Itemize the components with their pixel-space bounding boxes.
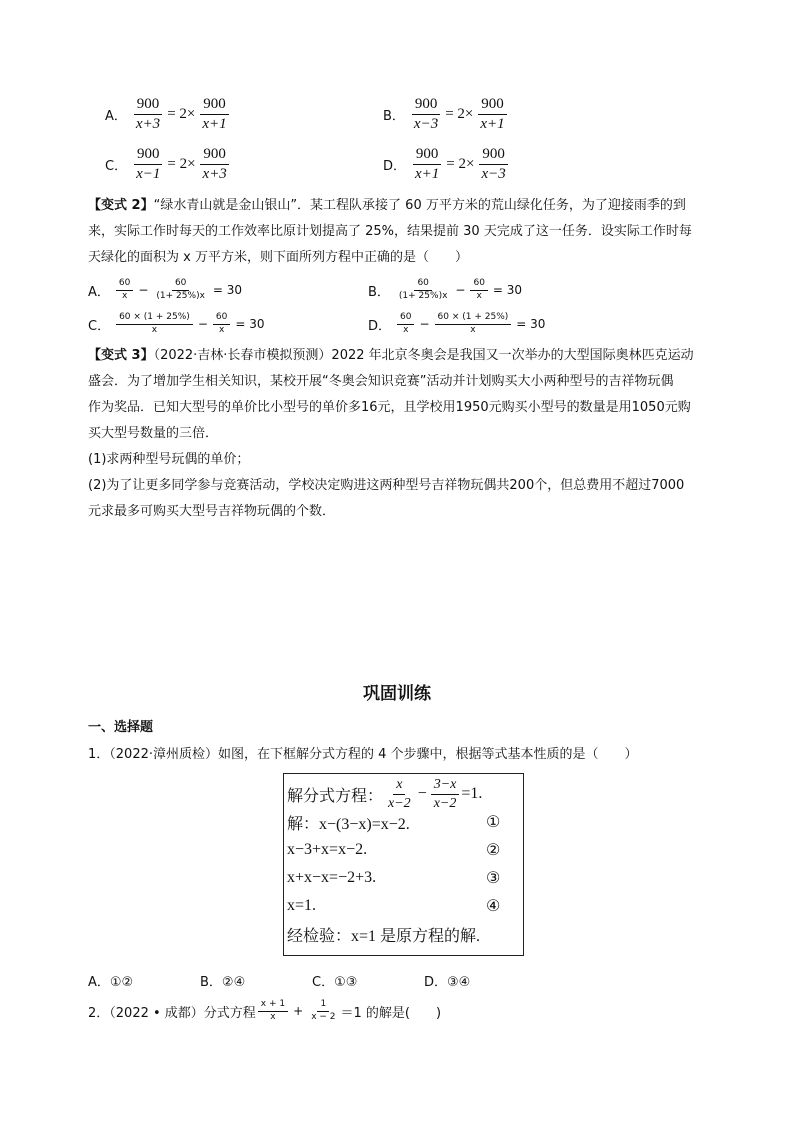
box-step-1: 解：x−(3−x)=x−2. ① [287,814,501,833]
variant-2-line-1: 【变式 2】“绿水青山就是金山银山”．某工程队承接了 60 万平方米的荒山绿化任务，为了迎接雨季的到 [88,198,686,213]
variant-2-option-a: A． $\frac{60}{x}$ − $\frac{60}{(1+ 25\%)x}$ = 30 [88,278,243,301]
box-step-3: x+x−x=−2+3. ③ [287,869,501,887]
box-line-equation: 解分式方程： $\frac{x}{x-2}$ − $\frac{3-x}{x-2}$ =1. [287,777,483,811]
box-step-4: x=1. ④ [287,897,501,915]
prev-option-b: B． $\frac{900}{x-3}$ = 2× $\frac{900}{x+1}$ [383,96,510,132]
prev-option-d: D． $\frac{900}{x+1}$ = 2× $\frac{900}{x-3}$ [383,146,511,182]
box-check: 经检验：x=1 是原方程的解. [287,927,481,945]
question-1-option-b: B．②④ [200,975,246,990]
step-number-4: ④ [486,898,501,915]
step-number-1: ① [486,814,501,831]
section-title: 巩固训练 [363,684,431,704]
variant-3-sub-2: (2)为了让更多同学参与竞赛活动，学校决定购进这两种型号吉祥物玩偶共200个，但总费用不超过7000 [88,478,685,493]
variant-2-line-2: 来，实际工作时每天的工作效率比原计划提高了 25%，结果提前 30 天完成了这一任务．设实际工作时每 [88,224,692,239]
variant-3-line-1: 【变式 3】（2022·吉林·长春市模拟预测）2022 年北京冬奥会是我国又一次举办的大型国际奥林匹克运动 [88,348,694,363]
prev-option-c: C． $\frac{900}{x-1}$ = 2× $\frac{900}{x+3}$ [105,146,232,182]
section-subtitle: 一、选择题 [88,720,154,735]
solution-steps-box [283,773,524,956]
variant-3-stem [88,343,728,525]
question-1-option-d: D．③④ [424,975,471,990]
question-1-option-a: A．①② [88,975,134,990]
step-number-3: ③ [486,870,501,887]
question-1-option-c: C．①③ [312,975,358,990]
variant-3-sub-1: (1)求两种型号玩偶的单价； [88,452,250,467]
variant-3-sub-2-cont: 元求最多可购买大型号吉祥物玩偶的个数． [88,504,336,519]
box-step-2: x−3+x=x−2. ② [287,841,501,859]
question-1-stem: 1．（2022·漳州质检）如图，在下框解分式方程的 4 个步骤中，根据等式基本性质的是（ ） [88,747,638,762]
variant-3-line-2: 盛会．为了增加学生相关知识，某校开展“冬奥会知识竞赛”活动并计划购买大小两种型号的吉祥物玩偶 [88,374,674,389]
variant-2-stem [88,193,728,271]
variant-2-option-c: C． $\frac{60 \times (1 + 25\%)}{x}$ − $\frac{60}{x}$ = 30 [88,312,265,335]
variant-3-line-4: 买大型号数量的三倍． [88,426,219,441]
step-number-2: ② [486,842,501,859]
variant-3-line-3: 作为奖品．已知大型号的单价比小型号的单价多16元，且学校用1950元购买小型号的数量是用1050元购 [88,400,691,415]
variant-2-option-b: B． $\frac{60}{(1+ 25\%)x}$ − $\frac{60}{x}$ = 30 [368,278,523,301]
question-2-stem: 2．（2022 • 成都）分式方程 $\frac{x + 1}{x}$ + $\frac{1}{x - 2}$ ＝1 的解是( ) [88,999,442,1022]
prev-option-a: A． $\frac{900}{x+3}$ = 2× $\frac{900}{x+1}$ [105,96,232,132]
variant-2-line-3: 天绿化的面积为 x 万平方米，则下面所列方程中正确的是（ ） [88,250,468,265]
variant-2-option-d: D． $\frac{60}{x}$ − $\frac{60 \times (1 + 25\%)}{x}$ = 30 [368,312,546,335]
